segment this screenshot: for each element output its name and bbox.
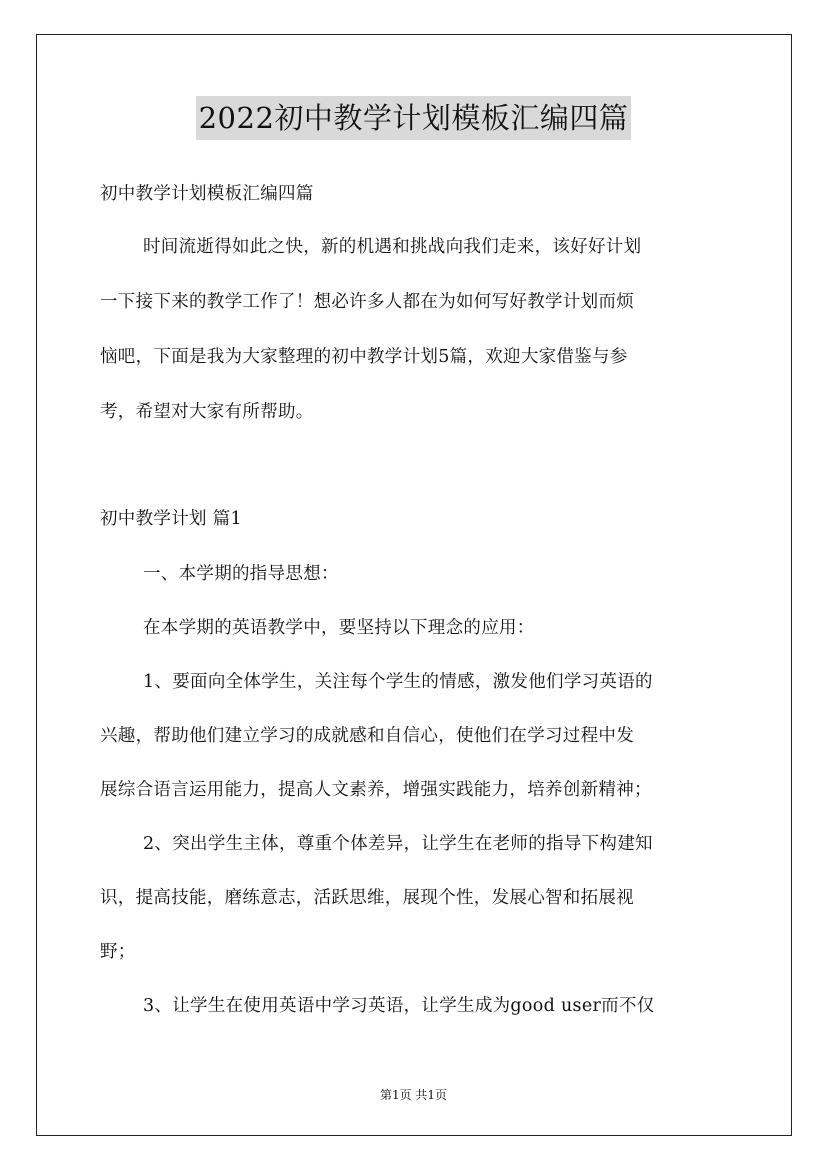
section-heading: 初中教学计划 篇1	[100, 509, 242, 529]
item-2-line-2: 识，提高技能，磨练意志，活跃思维，展现个性，发展心智和拓展视	[100, 888, 634, 908]
intro-line-1: 时间流逝得如此之快，新的机遇和挑战向我们走来，该好好计划	[143, 237, 642, 257]
page-footer: 第1页 共1页	[379, 1088, 448, 1102]
intro-line-2: 一下接下来的教学工作了！想必许多人都在为如何写好教学计划而烦	[100, 292, 634, 312]
item-2-line-3: 野；	[100, 942, 136, 962]
item-1-line-1: 1、要面向全体学生，关注每个学生的情感，激发他们学习英语的	[143, 672, 653, 692]
subtitle: 初中教学计划模板汇编四篇	[100, 184, 314, 204]
item-1-line-3: 展综合语言运用能力，提高人文素养，增强实践能力，培养创新精神；	[100, 780, 652, 800]
title-container	[0, 96, 827, 140]
document-title: 2022初中教学计划模板汇编四篇	[196, 96, 632, 140]
item-1-line-2: 兴趣，帮助他们建立学习的成就感和自信心，使他们在学习过程中发	[100, 726, 634, 746]
paragraph-1: 在本学期的英语教学中，要坚持以下理念的应用：	[143, 618, 535, 638]
item-3-line-1: 3、让学生在使用英语中学习英语，让学生成为good user而不仅	[143, 996, 655, 1016]
item-2-line-1: 2、突出学生主体，尊重个体差异，让学生在老师的指导下构建知	[143, 834, 653, 854]
intro-line-4: 考，希望对大家有所帮助。	[100, 402, 314, 422]
heading-1: 一、本学期的指导思想：	[143, 564, 339, 584]
intro-line-3: 恼吧，下面是我为大家整理的初中教学计划5篇，欢迎大家借鉴与参	[100, 347, 628, 367]
